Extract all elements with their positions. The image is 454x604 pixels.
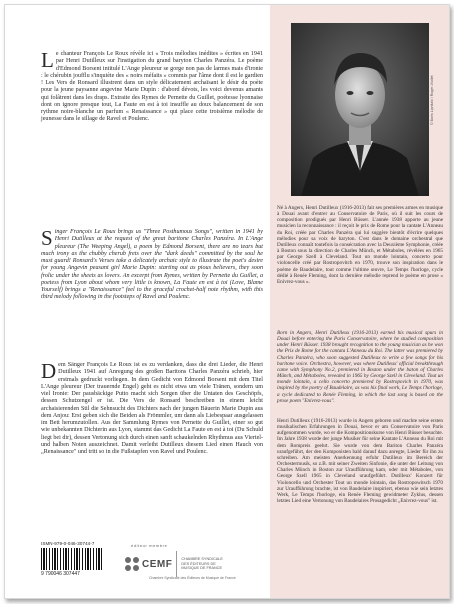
isbn-label: ISMN-979-0-046-30744-7 (41, 541, 95, 546)
dropcap-english: S (41, 226, 53, 250)
photo-credit: © Boris Lipnitzki / Roger-Viollet (430, 75, 434, 125)
left-column (5, 5, 270, 598)
logo-divider (176, 551, 177, 577)
portrait-image (291, 23, 429, 196)
bio-german-text: Henri Dutilleux (1916-2013) wurde in Angers geboren und machte seine ersten musikalischen Erfahrungen in Douai, bevor er am Conservatoire von Paris aufgenommen wurde, wo er die Kompositionskurse von Henri Büsser besuchte. Im Jahre 1938 wurde der junge Musiker für seine Kantate L'Anneau du Roi mit dem Rompreis geehrt. Sie wurde von dem Bariton Charles Panzéra uraufgeführt, der den Komponisten bald darauf dazu anregte, Lieder für ihn zu schreiben. Am meisten Anerkennung erfuhr Dutilleux im Bereich der Orchestermusik, so z.B. mit seiner Zweiten Sinfonie, die unter der Leitung von Charles Münch in Boston zur Uraufführung kam, oder mit Métaboles, von George Szell 1965 in Cleveland uraufgeführt. Dutilleux' Konzert für Violoncello und Orchester Tout un monde lointain, das Rostropowitsch 1970 zur Uraufführung brachte, ist von Baudelaire inspiriert, ebenso wie sein letztes Werk, Le Temps l'horloge, ein Renée Fleming gewidmeter Zyklus, dessen letztes Lied eine Vertonung von Baudelaires Prosagedicht „Enivrez-vous" ist. (277, 418, 443, 505)
barcode-bars (41, 548, 104, 570)
english-paragraph (41, 226, 263, 302)
bio-french-text: Né à Angers, Henri Dutilleux (1916-2013) fait ses premières armes en musique à Douai avant d'entrer au Conservatoire de Paris, où il suit les cours de composition prodigués par Henri Büsser. L'année 1938 apporte au jeune musicien la reconnaissance : il reçoit le prix de Rome pour la cantate L'Anneau du Roi, créée par Charles Panzéra qui lui suggère bientôt d'écrire quelques mélodies pour sa voix de baryton. C'est dans le domaine orchestral que Dutilleux connaît toutefois la consécration avec la Deuxième Symphonie, créée à Boston sous la direction de Charles Münch, et Métaboles, révélées en 1965 par George Szell à Cleveland. Tout un monde lointain, concerto pour violoncelle créé par Rostropovitch en 1970, trouve son inspiration dans le poème de Baudelaire, tout comme l'ultime œuvre, Le Temps l'horloge, cycle dédié à Renée Fleming, dont la dernière mélodie reprend le poème en prose « Enivrez-vous ». (277, 205, 443, 285)
bio-german (277, 418, 443, 504)
bio-english (277, 330, 443, 404)
english-text: inger François Le Roux brings us "Three Posthumous Songs", written in 1941 by Henri Dutilleux at the request of the great baritone Charles Panzéra. In L'Ange pleureur (The Weeping Angel), a poem by Edmond Borsent, there are no tears but much irony as the chubby cherub frets over the "dark deeds" committed by the soul he must guard! Ronsard's Verses take a delicately archaic style to illustrate the poet's desire for young Angevin peasant girl Marie Dupin: starting out as pious believers, they soon frolic under the sheets as lovers. An excerpt from Rymes, written by Pernette du Guillet, a poetess from Lyon about whom very little is known, La Faute en est à toi (Love, Blame Yourself) brings a "Renaissance" feel to the graceful crochet-half note rhythm, with this third melody following in the footsteps of Ravel and Poulenc. (41, 229, 263, 301)
barcode (41, 541, 104, 577)
logo-top-label: éditeur membre (131, 543, 168, 548)
bio-english-text: Born in Angers, Henri Dutilleux (1916-2013) earned his musical spurs in Douai before entering the Paris Conservatoire, where he studied composition under Henri Büsser. 1938 brought recognition to the young musician as he won the Prix de Rome for the cantata L'Anneau du Roi. The latter was premiered by Charles Panzéra, who soon suggested Dutilleux to write a few songs for his baritone voice. Orchestra, however, was where Dutilleux' official breakthrough came with Symphony No.2, premiered in Boston under the baton of Charles Münch, and Métaboles, revealed in 1965 by George Szell in Cleveland. Tout un monde lointain, a cello concerto premiered by Rostropovich in 1970, was inspired by the poetry of Baudelaire, as was his final work, Le Temps l'horloge, a cycle dedicated to Renée Fleming, in which the last song is based on the prose poem "Enivrez-vous". (277, 330, 443, 404)
right-column (270, 5, 449, 598)
german-paragraph (41, 359, 263, 456)
french-text: e chanteur François Le Roux révèle ici « Trois mélodies inédites » écrites en 1941 par Henri Dutilleux sur l'instigation du grand baryton Charles Panzéra. Le poème d'Edmond Borsent intitulé L'Ange pleureur se gorge non pas de larmes mais d'ironie : le chérubin joufflu s'inquiète des « noirs méfaits » commis par l'âme dont il est le gardien ! Les Vers de Ronsard illustrent dans un style délicatement archaïsant le désir du poète pour la jeune paysanne angevine Marie Dupin : d'abord dévots, les voici devenus amants qui folâtrent dans les draps. Extraite des Rymes de Pernette du Guillet, poétesse lyonnaise dont on ignore presque tout, La Faute en est à toi insuffle au doux balancement de son rythme noire-blanche un parfum « Renaissance » qui place cette troisième mélodie de jeunesse dans le sillage de Ravel et Poulenc. (41, 51, 263, 123)
cemf-wordmark: CEMF (142, 558, 173, 570)
german-text: em Sänger François Le Roux ist es zu verdanken, dass die drei Lieder, die Henri Dutilleux 1941 auf Anregung des großen Baritons Charles Panzéra schrieb, hier erstmals gedruckt vorliegen. In dem Gedicht von Edmond Borsent mit dem Titel L'Ange pleureur (Der trauernde Engel) geht es nicht etwa um viele Tränen, sondern um viel Ironie: Der pausbäckige Putto macht sich Sorgen über die Untaten des Geschöpfs, dessen Schutzengel er ist. Die Vers de Ronsard beschreiben in einem leicht archaisierenden Stil die Sehnsucht des Dichters nach der jungen Bäuerin Marie Dupin aus dem Anjou: Erst geben sich die Beiden als Frömmler, um dann als Liebespaar ausgelassen im Bett herumzutollen. Aus der Sammlung Rymes von Pernette du Guillet, einer so gut wie unbekannten Dichterin aus Lyon, stammt das Gedicht La Faute en est à toi (Du Schuld liegt bei dir), dessen Vertonung sich durch einen sanft schaukelnden Rhythmus aus Viertel- und halben Noten auszeichnet. Damit verleiht Dutilleux diesem Lied einen Hauch von „Renaissance" und tritt so in die Fußstapfen von Ravel und Poulenc. (41, 362, 263, 455)
french-paragraph (41, 48, 263, 124)
bio-french (277, 205, 443, 285)
dropcap-german: D (41, 359, 57, 383)
logo-right-text: CHAMBRE SYNDICALE DES ÉDITEURS DE MUSIQUE DE FRANCE (181, 557, 223, 571)
back-cover (4, 4, 450, 599)
cemf-symbol-icon (125, 557, 139, 571)
publisher-logo (125, 543, 241, 581)
portrait-photo (291, 23, 429, 196)
cemf-subtitle: Chambre Syndicale des Éditeurs de Musique de France (149, 576, 236, 580)
dropcap-french: L (41, 48, 54, 72)
barcode-number: 9 790046 307447 (41, 571, 80, 577)
